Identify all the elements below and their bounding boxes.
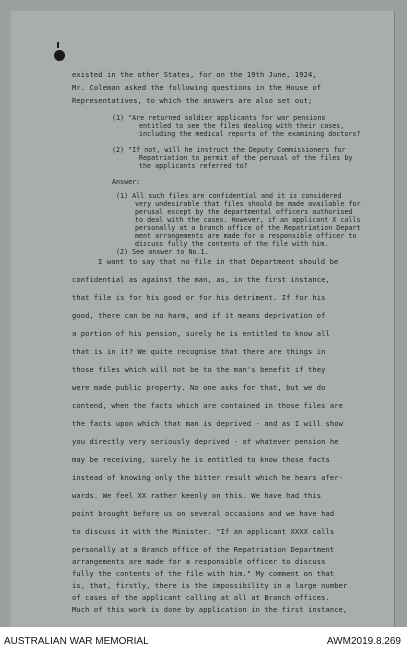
- text-line: good, there can be no harm, and if it means deprivation of: [72, 311, 326, 320]
- text-line: to deal with the cases. However, if an applicant X calls: [135, 216, 361, 224]
- text-line: (2) See answer to No.1.: [116, 248, 209, 256]
- text-line: is, that, firstly, there is the impossibility in a large number: [72, 581, 348, 590]
- text-line: Much of this work is done by application in the first instance,: [72, 605, 348, 614]
- archive-caption-bar: [0, 627, 407, 653]
- text-line: ment arrangements are made for a responsible officer to: [135, 232, 357, 240]
- text-line: those files which will not be to the man's benefit if they: [72, 365, 326, 374]
- text-line: you directly very seriously deprived - of whatever pension he: [72, 437, 339, 446]
- text-line: Mr. Coleman asked the following questions in the House of: [72, 83, 322, 92]
- text-line: existed in the other States, for on the 19th June, 1924,: [72, 70, 317, 79]
- text-line: the facts upon which that man is deprived - and as I will show: [72, 419, 343, 428]
- text-line: (2) "If not, will he instruct the Deputy Commissioners for: [112, 146, 346, 154]
- text-line: (1) All such files are confidential and it is considered: [116, 192, 342, 200]
- text-line: arrangements are made for a responsible officer to discuss: [72, 557, 326, 566]
- text-line: of cases of the applicant calling at all at Branch offices.: [72, 593, 330, 602]
- text-line: confidential as against the man, as, in the first instance,: [72, 275, 330, 284]
- text-line: to discuss it with the Minister. "If an applicant XXXX calls: [72, 527, 335, 536]
- text-line: point brought before us on several occasions and we have had: [72, 509, 335, 518]
- text-line: entitled to see the files dealing with their cases,: [139, 122, 345, 130]
- text-line: discuss fully the contents of the file with him.: [135, 240, 329, 248]
- text-line: including the medical reports of the examining doctors?: [139, 130, 361, 138]
- text-line: that file is for his good or for his detriment. If for his: [72, 293, 326, 302]
- text-line: that is in it? We quite recognise that there are things in: [72, 347, 326, 356]
- text-line: I want to say that no file in that Department should be: [98, 257, 339, 266]
- text-line: (1) "Are returned soldier applicants for war pensions: [112, 114, 326, 122]
- text-line: a portion of his pension, surely he is entitled to know all: [72, 329, 330, 338]
- text-line: Answer:: [112, 178, 141, 186]
- text-line: may be receiving, surely he is entitled to know those facts: [72, 455, 330, 464]
- text-line: perusal except by the departmental officers authorised: [135, 208, 353, 216]
- text-line: Representatives, to which the answers are also set out;: [72, 96, 313, 105]
- text-line: very undesirable that files should be made available for: [135, 200, 361, 208]
- text-line: personally at a Branch office of the Repatriation Department: [72, 545, 335, 554]
- text-line: fully the contents of the file with him." My comment on that: [72, 569, 335, 578]
- text-line: contend, when the facts which are contained in those files are: [72, 401, 343, 410]
- text-line: Repatriation to permit of the perusal of the files by: [139, 154, 353, 162]
- text-line: instead of knowing only the bitter result which he hears afer-: [72, 473, 343, 482]
- text-line: personally at a branch office of the Repatriation Depart: [135, 224, 361, 232]
- archive-reference: AWM2019.8.269: [326, 636, 401, 647]
- text-line: wards. We feel XX rather keenly on this. We have had this: [72, 491, 322, 500]
- text-line: the applicants referred to?: [139, 162, 248, 170]
- text-line: were made public property. No one asks for that, but we do: [72, 383, 326, 392]
- archive-name: AUSTRALIAN WAR MEMORIAL: [4, 636, 149, 647]
